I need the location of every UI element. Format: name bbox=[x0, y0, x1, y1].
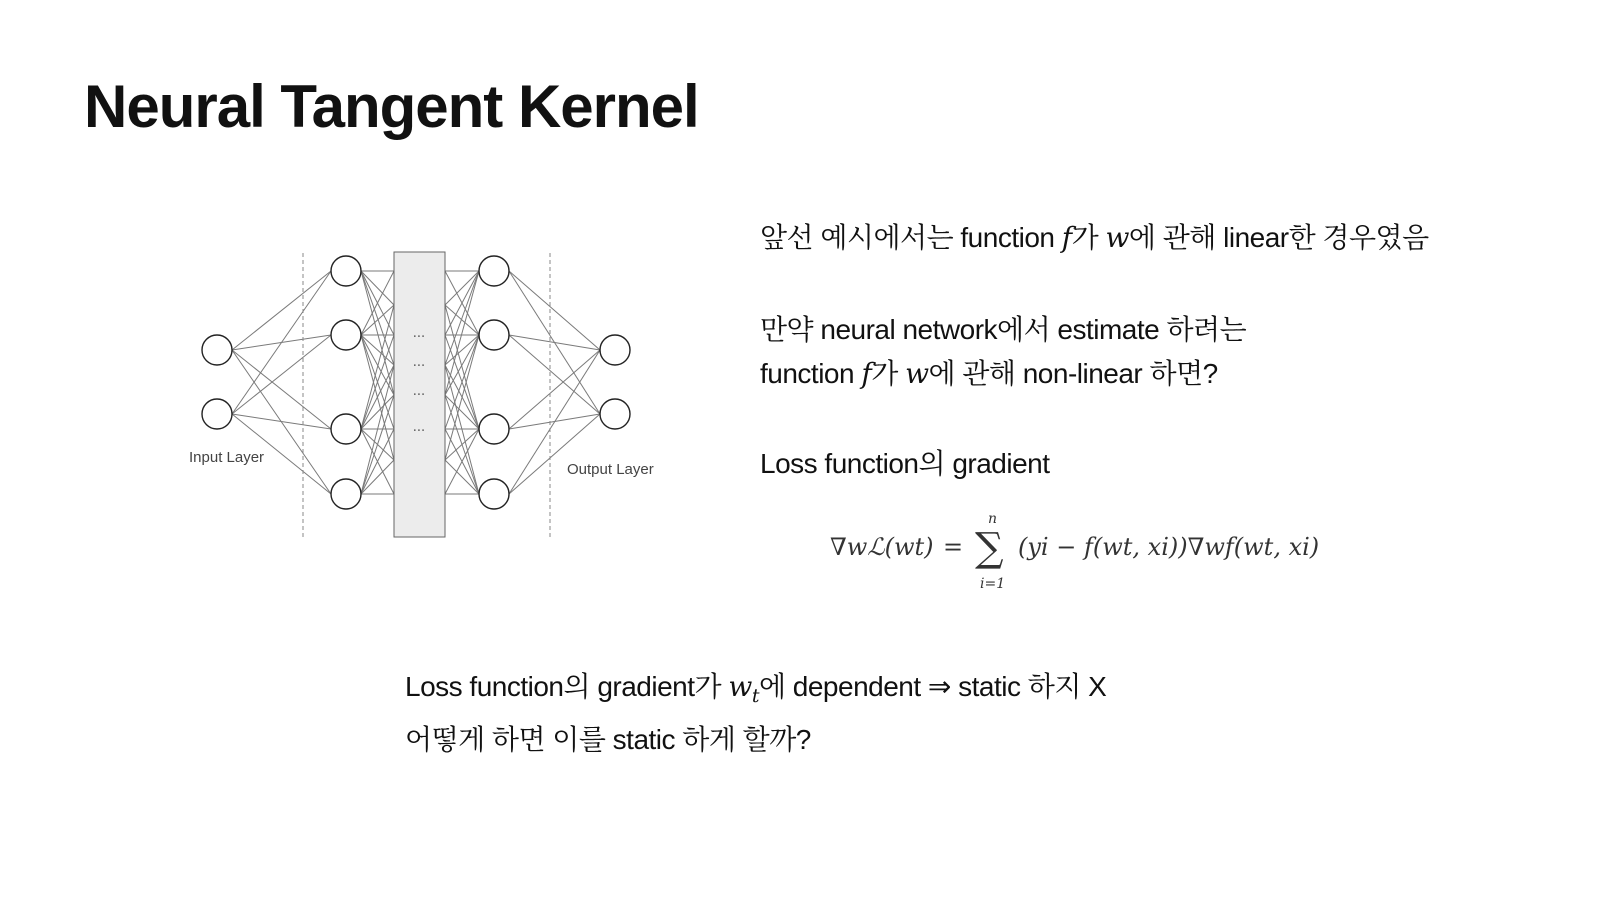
text-span: Loss function의 gradient가 bbox=[405, 671, 729, 702]
math-f: f bbox=[861, 357, 872, 390]
math-f: f bbox=[1061, 221, 1072, 254]
connection-line bbox=[232, 414, 331, 429]
text-span: function bbox=[760, 358, 862, 389]
neuron-node bbox=[331, 414, 361, 444]
formula-sigma: ∑ bbox=[975, 525, 1004, 571]
formula-upper-limit: n bbox=[988, 515, 998, 527]
connection-line bbox=[509, 335, 600, 350]
neuron-node bbox=[479, 414, 509, 444]
connection-line bbox=[445, 335, 479, 395]
connection-line bbox=[445, 335, 479, 460]
neuron-node bbox=[202, 335, 232, 365]
neuron-node bbox=[331, 320, 361, 350]
connection-line bbox=[445, 460, 479, 494]
math-w: w bbox=[728, 670, 752, 703]
math-w: w bbox=[905, 357, 929, 390]
connection-line bbox=[445, 271, 479, 365]
connection-line bbox=[445, 271, 479, 395]
connection-line bbox=[509, 335, 600, 414]
connection-line bbox=[361, 365, 394, 429]
formula-lower-limit: i=1 bbox=[980, 576, 1006, 592]
neuron-node bbox=[600, 399, 630, 429]
neuron-node bbox=[600, 335, 630, 365]
ellipsis-label: ... bbox=[412, 420, 426, 435]
connection-line bbox=[232, 271, 331, 350]
text-span: 앞선 예시에서는 function bbox=[760, 222, 1062, 253]
text-line-4: Loss function의 gradient bbox=[760, 448, 1050, 479]
text-span: 가 bbox=[871, 358, 906, 389]
connection-line bbox=[509, 271, 600, 350]
text-span: 에 관해 linear한 경우였음 bbox=[1128, 222, 1429, 253]
text-line-3 bbox=[760, 352, 1246, 396]
math-w: w bbox=[1105, 221, 1129, 254]
connection-line bbox=[509, 350, 600, 429]
neuron-node bbox=[331, 256, 361, 286]
math-subscript-t: t bbox=[751, 685, 759, 707]
ellipsis-label: ... bbox=[412, 326, 426, 341]
connection-line bbox=[361, 305, 394, 335]
gradient-formula bbox=[830, 515, 1370, 605]
text-span: 가 bbox=[1071, 222, 1106, 253]
formula-rhs: (yi − f(wt, xi))∇wf(wt, xi) bbox=[1018, 533, 1320, 561]
connection-line bbox=[232, 335, 331, 414]
connection-line bbox=[361, 271, 394, 395]
formula-equals: = bbox=[943, 533, 964, 561]
text-line-5 bbox=[405, 665, 1106, 718]
neural-network-diagram bbox=[180, 245, 700, 565]
connection-line bbox=[445, 305, 479, 335]
text-span: 에 관해 non-linear 하면? bbox=[928, 358, 1218, 389]
connection-line bbox=[232, 271, 331, 414]
neuron-node bbox=[202, 399, 232, 429]
output-layer-label: Output Layer bbox=[567, 461, 654, 478]
neuron-node bbox=[331, 479, 361, 509]
text-line-2: 만약 neural network에서 estimate 하려는 bbox=[760, 314, 1247, 345]
neuron-node bbox=[479, 320, 509, 350]
connection-line bbox=[361, 271, 394, 365]
text-line-1 bbox=[760, 216, 1429, 260]
connection-line bbox=[361, 460, 394, 494]
neuron-node bbox=[479, 479, 509, 509]
connection-line bbox=[509, 414, 600, 494]
slide-title: Neural Tangent Kernel bbox=[84, 73, 699, 140]
neuron-node bbox=[479, 256, 509, 286]
ellipsis-label: ... bbox=[412, 355, 426, 370]
formula-lhs: ∇wℒ(wt) bbox=[830, 533, 934, 561]
text-line-6: 어떻게 하면 이를 static 하게 할까? bbox=[405, 724, 811, 755]
ellipsis-label: ... bbox=[412, 384, 426, 399]
connection-line bbox=[445, 429, 479, 460]
connection-line bbox=[232, 350, 331, 429]
text-span: 에 dependent ⇒ static 하지 X bbox=[758, 671, 1107, 702]
input-layer-label: Input Layer bbox=[189, 449, 265, 466]
